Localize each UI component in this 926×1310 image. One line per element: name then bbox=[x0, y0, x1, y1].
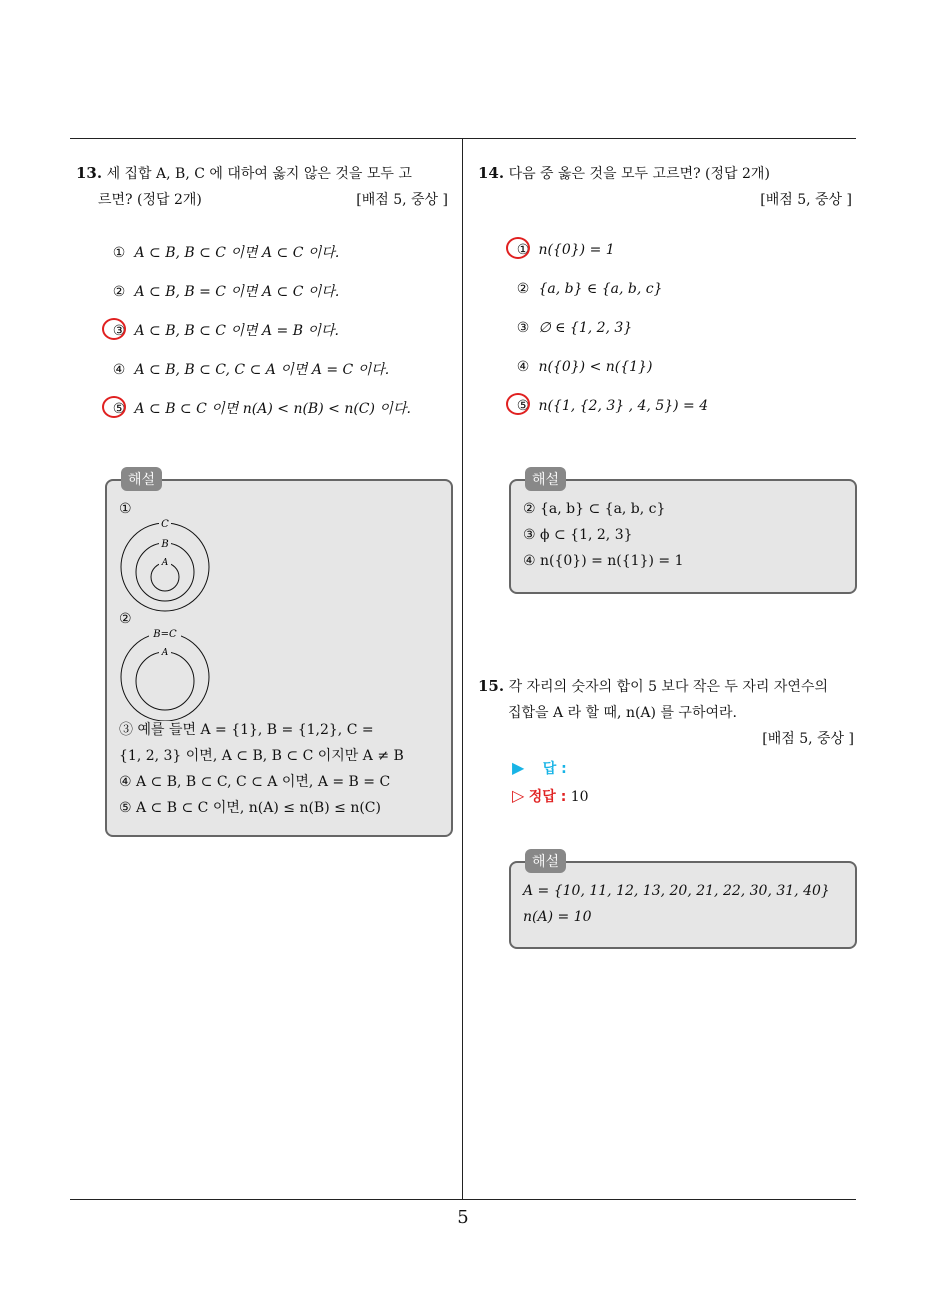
page-number: 5 bbox=[457, 1207, 469, 1228]
selected-circle-mark bbox=[506, 237, 530, 259]
points-label: [배점 5, 중상 ] bbox=[760, 192, 852, 208]
set-label-a: A bbox=[161, 648, 169, 658]
question-text-line1: 각 자리의 숫자의 합이 5 보다 작은 두 자리 자연수의 bbox=[508, 679, 829, 695]
correct-answer-value: 10 bbox=[570, 789, 589, 805]
question-13 bbox=[76, 160, 454, 213]
choice-3[interactable] bbox=[512, 320, 632, 336]
explanation-line: ⑤ A ⊂ B ⊂ C 이면, n(A) ≤ n(B) ≤ n(C) bbox=[119, 800, 381, 816]
choice-3[interactable] bbox=[108, 320, 339, 340]
points-label: [배점 5, 중상 ] bbox=[356, 192, 448, 208]
choice-number: ④ bbox=[112, 362, 126, 378]
explanation-line: n(A) = 10 bbox=[523, 909, 592, 925]
choice-number: ② bbox=[112, 284, 126, 300]
choice-2[interactable] bbox=[108, 281, 339, 301]
q13-explanation-box bbox=[105, 472, 453, 837]
selected-circle-mark bbox=[506, 393, 530, 415]
question-text-line2: 집합을 A 라 할 때, n(A) 를 구하여라. bbox=[508, 705, 737, 721]
choice-number: ③ bbox=[112, 323, 126, 339]
set-label-b-equals-c: B=C bbox=[153, 629, 177, 640]
question-number: 15. bbox=[478, 677, 505, 695]
diagram-2-mark: ② bbox=[119, 611, 132, 627]
explanation-line: ④ n({0}) = n({1}) = 1 bbox=[523, 553, 684, 569]
choice-number: ① bbox=[516, 242, 530, 258]
choice-number: ⑤ bbox=[516, 398, 530, 414]
choice-text: A ⊂ B, B = C 이면 A ⊂ C 이다. bbox=[134, 284, 340, 300]
explanation-line: {1, 2, 3} 이면, A ⊂ B, B ⊂ C 이지만 A ≠ B bbox=[119, 748, 404, 764]
question-text-line2: 르면? (정답 2개) bbox=[98, 192, 202, 208]
choice-number: ② bbox=[516, 281, 530, 297]
choice-text: n({0}) = 1 bbox=[538, 242, 615, 258]
q14-explanation-box bbox=[509, 472, 857, 594]
question-14 bbox=[478, 160, 856, 213]
choice-number: ④ bbox=[516, 359, 530, 375]
choice-text: A ⊂ B, B ⊂ C, C ⊂ A 이면 A = C 이다. bbox=[134, 362, 390, 378]
explanation-line: ③ ϕ ⊂ {1, 2, 3} bbox=[523, 527, 633, 543]
choice-text: n({0}) < n({1}) bbox=[538, 359, 653, 375]
choice-text: A ⊂ B, B ⊂ C 이면 A ⊂ C 이다. bbox=[134, 245, 340, 261]
answer-label: 답 : bbox=[542, 761, 567, 777]
choice-4[interactable] bbox=[512, 359, 652, 375]
choice-number: ⑤ bbox=[112, 401, 126, 417]
question-number: 13. bbox=[76, 164, 103, 182]
diagram-1-mark: ① bbox=[119, 501, 132, 517]
venn-diagram-equal bbox=[117, 625, 217, 721]
set-label-a: A bbox=[161, 558, 169, 568]
explanation-line: ② {a, b} ⊂ {a, b, c} bbox=[523, 501, 666, 517]
question-text-line1: 세 집합 A, B, C 에 대하여 옳지 않은 것을 모두 고 bbox=[106, 166, 412, 182]
q14-choices bbox=[512, 242, 852, 422]
choice-number: ③ bbox=[516, 320, 530, 336]
choice-1[interactable] bbox=[512, 242, 615, 258]
choice-text: A ⊂ B, B ⊂ C 이면 A = B 이다. bbox=[134, 323, 339, 339]
outline-arrow-icon: ▷ bbox=[512, 786, 525, 805]
answer-row bbox=[512, 758, 691, 778]
footer-rule bbox=[70, 1199, 856, 1200]
choice-text: {a, b} ∈ {a, b, c} bbox=[538, 281, 663, 297]
set-label-c: C bbox=[161, 519, 169, 530]
choice-5[interactable] bbox=[108, 398, 411, 418]
choice-1[interactable] bbox=[108, 242, 339, 262]
venn-diagram-nested bbox=[117, 517, 217, 613]
explanation-tag: 해설 bbox=[121, 467, 162, 491]
choice-2[interactable] bbox=[512, 281, 663, 297]
column-divider bbox=[462, 138, 463, 1200]
set-label-b: B bbox=[161, 539, 169, 550]
selected-circle-mark bbox=[102, 396, 126, 418]
question-number: 14. bbox=[478, 164, 505, 182]
header-rule bbox=[70, 138, 856, 139]
choice-text: A ⊂ B ⊂ C 이면 n(A) < n(B) < n(C) 이다. bbox=[134, 401, 411, 417]
correct-answer-row bbox=[512, 786, 589, 806]
play-arrow-icon: ▶ bbox=[512, 758, 525, 777]
explanation-tag: 해설 bbox=[525, 467, 566, 491]
choice-5[interactable] bbox=[512, 398, 708, 414]
q15-explanation-box bbox=[509, 854, 857, 949]
question-text-line1: 다음 중 옳은 것을 모두 고르면? (정답 2개) bbox=[508, 166, 770, 182]
question-15 bbox=[478, 673, 858, 752]
points-label: [배점 5, 중상 ] bbox=[762, 731, 854, 747]
explanation-line: A = {10, 11, 12, 13, 20, 21, 22, 30, 31, 40} bbox=[523, 883, 830, 899]
choice-text: ∅ ∈ {1, 2, 3} bbox=[538, 320, 633, 336]
correct-answer-label: 정답 : bbox=[528, 789, 567, 805]
explanation-line: ③ 예를 들면 A = {1}, B = {1,2}, C = bbox=[119, 722, 374, 738]
choice-number: ① bbox=[112, 245, 126, 261]
selected-circle-mark bbox=[102, 318, 126, 340]
q13-choices bbox=[108, 242, 458, 422]
choice-text: n({1, {2, 3} , 4, 5}) = 4 bbox=[538, 398, 709, 414]
explanation-tag: 해설 bbox=[525, 849, 566, 873]
explanation-line: ④ A ⊂ B, B ⊂ C, C ⊂ A 이면, A = B = C bbox=[119, 774, 391, 790]
choice-4[interactable] bbox=[108, 359, 389, 379]
